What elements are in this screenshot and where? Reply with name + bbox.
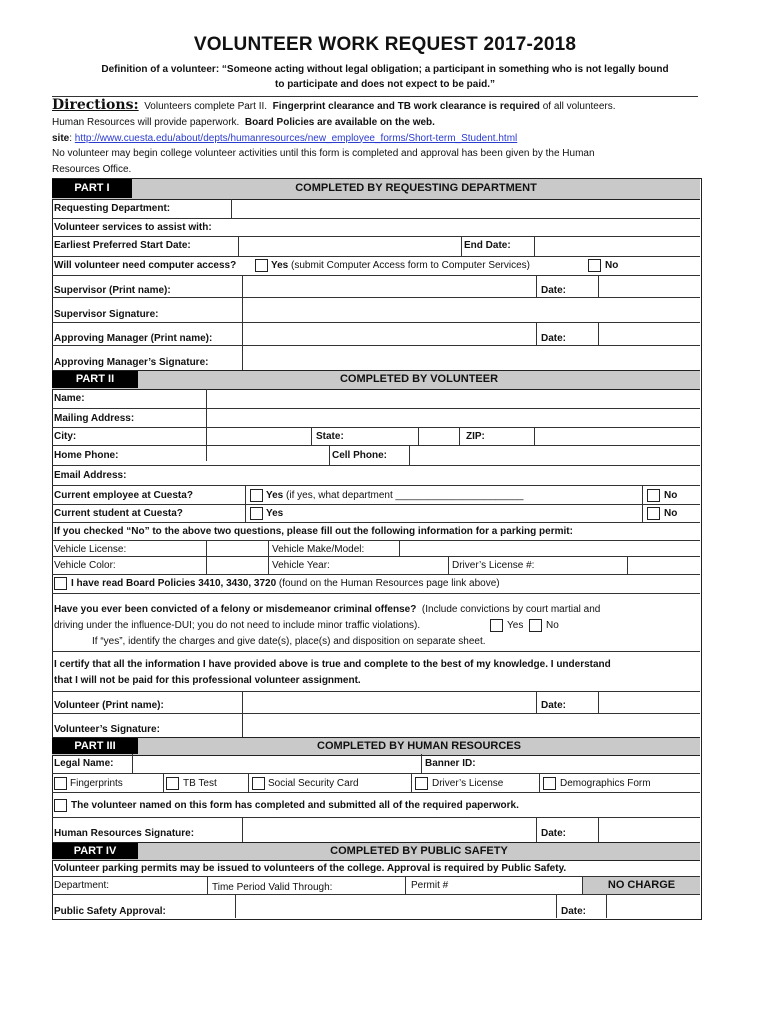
drivers-license-field[interactable]	[628, 557, 700, 574]
divider	[248, 773, 249, 792]
demographics-label: Demographics Form	[560, 778, 651, 789]
felony-no-checkbox[interactable]	[529, 619, 542, 632]
manager-print-field[interactable]	[243, 323, 536, 344]
manager-date-label: Date:	[541, 333, 567, 344]
part1-tag: PART I	[52, 179, 132, 198]
name-field[interactable]	[138, 390, 700, 408]
felony-rest-text: (Include convictions by court martial and	[421, 604, 601, 615]
supervisor-print-label: Supervisor (Print name):	[54, 285, 171, 296]
public-safety-approval-field[interactable]	[236, 895, 556, 917]
directions-text-5: Board Policies are available on the web.	[244, 116, 435, 128]
start-date-label: Earliest Preferred Start Date:	[54, 240, 191, 251]
permit-number-field[interactable]	[470, 877, 582, 894]
vehicle-make-field[interactable]	[400, 541, 700, 556]
home-phone-label: Home Phone:	[54, 450, 119, 461]
mailing-address-field[interactable]	[207, 409, 700, 427]
divider	[329, 445, 330, 465]
tb-test-checkbox[interactable]	[166, 777, 179, 790]
parking-permit-note: If you checked “No” to the above two questions, please fill out the following information for a parking permit:	[54, 526, 573, 537]
zip-label: ZIP:	[466, 431, 485, 442]
directions-text-6: No volunteer may begin college volunteer activities until this form is completed and approval has been given by the Human	[52, 148, 595, 160]
part2-header: COMPLETED BY VOLUNTEER	[339, 373, 499, 385]
banner-id-field[interactable]	[495, 755, 700, 772]
divider	[536, 322, 537, 345]
fingerprints-label: Fingerprints	[70, 778, 123, 789]
manager-signature-label: Approving Manager’s Signature:	[54, 357, 209, 368]
department-field[interactable]	[120, 877, 207, 894]
city-field[interactable]	[207, 428, 311, 445]
computer-access-yes-checkbox[interactable]	[255, 259, 268, 272]
part3-tag: PART III	[52, 738, 138, 754]
drivers-license-checkbox[interactable]	[415, 777, 428, 790]
permit-number-label: Permit #	[411, 880, 449, 891]
student-yes-checkbox[interactable]	[250, 507, 263, 520]
definition-line-2: to participate and does not expect to be paid.”	[274, 79, 496, 90]
volunteer-date-label: Date:	[541, 700, 567, 711]
paperwork-complete-checkbox[interactable]	[54, 799, 67, 812]
volunteer-date-field[interactable]	[599, 692, 700, 712]
computer-access-no-label: No	[605, 260, 619, 271]
department-label: Department:	[54, 880, 110, 891]
state-label: State:	[316, 431, 344, 442]
student-question: Current student at Cuesta?	[54, 508, 183, 519]
employee-no-label: No	[664, 490, 678, 501]
requesting-department-field[interactable]	[232, 199, 700, 218]
tb-test-label: TB Test	[183, 778, 217, 789]
computer-access-question: Will volunteer need computer access?	[54, 260, 237, 271]
cell-phone-field[interactable]	[410, 446, 700, 464]
hr-forms-link[interactable]: http://www.cuesta.edu/about/depts/humanresources/new_employee_forms/Short-term_Student.html	[74, 132, 518, 144]
student-no-label: No	[664, 508, 678, 519]
vehicle-make-label: Vehicle Make/Model:	[272, 544, 365, 555]
divider	[405, 876, 406, 894]
part1-header: COMPLETED BY REQUESTING DEPARTMENT	[295, 182, 537, 194]
no-charge-badge: NO CHARGE	[583, 877, 700, 894]
manager-signature-field[interactable]	[243, 346, 700, 369]
directions-text-4: Human Resources will provide paperwork.	[52, 116, 240, 128]
manager-date-field[interactable]	[599, 323, 700, 344]
drivers-license-doc-label: Driver’s License	[432, 778, 504, 789]
email-label: Email Address:	[54, 470, 127, 481]
home-phone-field[interactable]	[207, 446, 329, 464]
vehicle-license-field[interactable]	[207, 541, 268, 556]
policies-bold-text: I have read Board Policies 3410, 3430, 3720	[71, 578, 277, 589]
divider	[207, 876, 208, 894]
computer-access-yes-label	[271, 260, 530, 272]
divider	[268, 540, 269, 574]
divider	[461, 236, 462, 256]
student-no-checkbox[interactable]	[647, 507, 660, 520]
felony-line-2: driving under the influence-DUI; you do not need to include minor traffic violations).	[54, 620, 421, 631]
requesting-department-label: Requesting Department:	[54, 203, 171, 214]
certify-line-1: I certify that all the information I have provided above is true and complete to the best of my knowledge. I understand	[54, 659, 611, 670]
divider	[52, 522, 700, 523]
yes-text: Yes	[271, 260, 289, 271]
divider	[52, 485, 700, 486]
supervisor-print-field[interactable]	[243, 276, 536, 296]
computer-access-no-checkbox[interactable]	[588, 259, 601, 272]
legal-name-field[interactable]	[133, 755, 421, 772]
vehicle-license-label: Vehicle License:	[54, 544, 127, 555]
employee-no-checkbox[interactable]	[647, 489, 660, 502]
divider	[448, 556, 449, 574]
end-date-label: End Date:	[464, 240, 511, 251]
supervisor-date-label: Date:	[541, 285, 567, 296]
public-safety-approval-label: Public Safety Approval:	[54, 906, 166, 917]
banner-id-label: Banner ID:	[425, 758, 476, 769]
volunteer-signature-field[interactable]	[243, 714, 700, 736]
divider	[52, 792, 700, 793]
divider	[536, 817, 537, 842]
hr-signature-field[interactable]	[243, 818, 536, 841]
divider	[52, 218, 700, 219]
volunteer-print-field[interactable]	[243, 692, 536, 712]
divider	[421, 754, 422, 773]
state-field[interactable]	[419, 428, 459, 445]
directions-text-3: of all volunteers.	[542, 101, 616, 112]
volunteer-signature-label: Volunteer’s Signature:	[54, 724, 160, 735]
board-policies-label	[71, 578, 500, 590]
felony-question	[54, 604, 600, 616]
services-label: Volunteer services to assist with:	[54, 222, 212, 233]
volunteer-definition	[52, 62, 718, 92]
certify-line-2: that I will not be paid for this professional volunteer assignment.	[54, 675, 361, 686]
vehicle-color-label: Vehicle Color:	[54, 560, 116, 571]
part4-tag: PART IV	[52, 843, 138, 859]
permits-note: Volunteer parking permits may be issued to volunteers of the college. Approval is required by Public Safety.	[54, 863, 567, 874]
form-title: VOLUNTEER WORK REQUEST 2017-2018	[193, 34, 577, 55]
felony-no-label: No	[546, 620, 559, 631]
divider	[163, 773, 164, 792]
supervisor-date-field[interactable]	[599, 276, 700, 296]
ssc-label: Social Security Card	[268, 778, 359, 789]
directions-text-2: Fingerprint clearance and TB work clearance is required	[272, 101, 540, 112]
divider	[52, 593, 700, 594]
divider	[52, 504, 700, 505]
employee-yes-label	[266, 490, 523, 502]
zip-field[interactable]	[535, 428, 700, 445]
divider	[536, 275, 537, 297]
mailing-address-label: Mailing Address:	[54, 413, 135, 424]
divider	[52, 773, 700, 774]
divider	[52, 256, 700, 257]
legal-name-label: Legal Name:	[54, 758, 114, 769]
fingerprints-checkbox[interactable]	[54, 777, 67, 790]
divider	[52, 574, 700, 575]
demographics-checkbox[interactable]	[543, 777, 556, 790]
cell-phone-label: Cell Phone:	[332, 450, 388, 461]
end-date-field[interactable]	[535, 237, 700, 255]
felony-line-3: If “yes”, identify the charges and give date(s), place(s) and disposition on separate sheet.	[92, 636, 486, 647]
ssc-checkbox[interactable]	[252, 777, 265, 790]
directions-heading: Directions:	[52, 97, 139, 113]
time-period-label: Time Period Valid Through:	[212, 882, 333, 893]
divider	[411, 773, 412, 792]
vehicle-year-label: Vehicle Year:	[272, 560, 330, 571]
policies-rest-text: (found on the Human Resources page link above)	[278, 578, 500, 589]
employee-yes-checkbox[interactable]	[250, 489, 263, 502]
divider	[52, 651, 700, 652]
directions-text-1: Volunteers complete Part II.	[144, 101, 268, 112]
directions-text-7: Resources Office.	[52, 164, 132, 176]
hr-date-field[interactable]	[599, 818, 700, 841]
public-safety-date-field[interactable]	[607, 895, 700, 917]
divider	[556, 894, 557, 918]
divider	[459, 427, 460, 445]
divider	[311, 427, 312, 445]
manager-print-label: Approving Manager (Print name):	[54, 333, 213, 344]
vehicle-year-field[interactable]	[370, 557, 447, 574]
felony-bold-text: Have you ever been convicted of a felony or misdemeanor criminal offense?	[54, 604, 417, 615]
hr-signature-label: Human Resources Signature:	[54, 828, 195, 839]
paperwork-complete-label: The volunteer named on this form has completed and submitted all of the required paperwork.	[71, 800, 519, 811]
supervisor-signature-label: Supervisor Signature:	[54, 309, 159, 320]
email-field[interactable]	[140, 466, 700, 485]
public-safety-date-label: Date:	[561, 906, 587, 917]
city-label: City:	[54, 431, 77, 442]
time-period-field[interactable]	[356, 877, 405, 894]
felony-yes-label: Yes	[507, 620, 524, 631]
department-note: (if yes, what department _______________________	[286, 490, 524, 501]
part3-header: COMPLETED BY HUMAN RESOURCES	[317, 740, 521, 752]
supervisor-signature-field[interactable]	[243, 298, 700, 321]
directions-block: Directions: Volunteers complete Part II. Fingerprint clearance and TB work clearance is required of all volunteers. Human Resources will provide paperwork. Board Policies are available on the web. site: http://www.cuesta.edu/about/depts/humanresources/new_employee_forms/Short-term_Student.html No volunteer may begin college volunteer activities until this form is completed and approval has been given by the Human Resources Office.	[52, 98, 702, 178]
vehicle-color-field[interactable]	[207, 557, 268, 574]
drivers-license-label: Driver’s License #:	[452, 560, 535, 571]
part4-header: COMPLETED BY PUBLIC SAFETY	[330, 845, 508, 857]
definition-line-1: Definition of a volunteer: “Someone acting without legal obligation; a participant in something who is not legally bound	[101, 64, 669, 75]
felony-yes-checkbox[interactable]	[490, 619, 503, 632]
computer-access-note: (submit Computer Access form to Computer Services)	[291, 260, 530, 271]
divider	[539, 773, 540, 792]
student-yes-label: Yes	[266, 508, 284, 519]
start-date-field[interactable]	[239, 237, 461, 255]
employee-question: Current employee at Cuesta?	[54, 490, 193, 501]
site-label: site	[52, 132, 70, 144]
part2-tag: PART II	[52, 371, 138, 388]
volunteer-print-label: Volunteer (Print name):	[54, 700, 164, 711]
header-divider	[52, 96, 698, 97]
board-policies-checkbox[interactable]	[54, 577, 67, 590]
hr-date-label: Date:	[541, 828, 567, 839]
name-label: Name:	[54, 393, 85, 404]
yes-text: Yes	[266, 490, 284, 501]
divider	[536, 691, 537, 713]
